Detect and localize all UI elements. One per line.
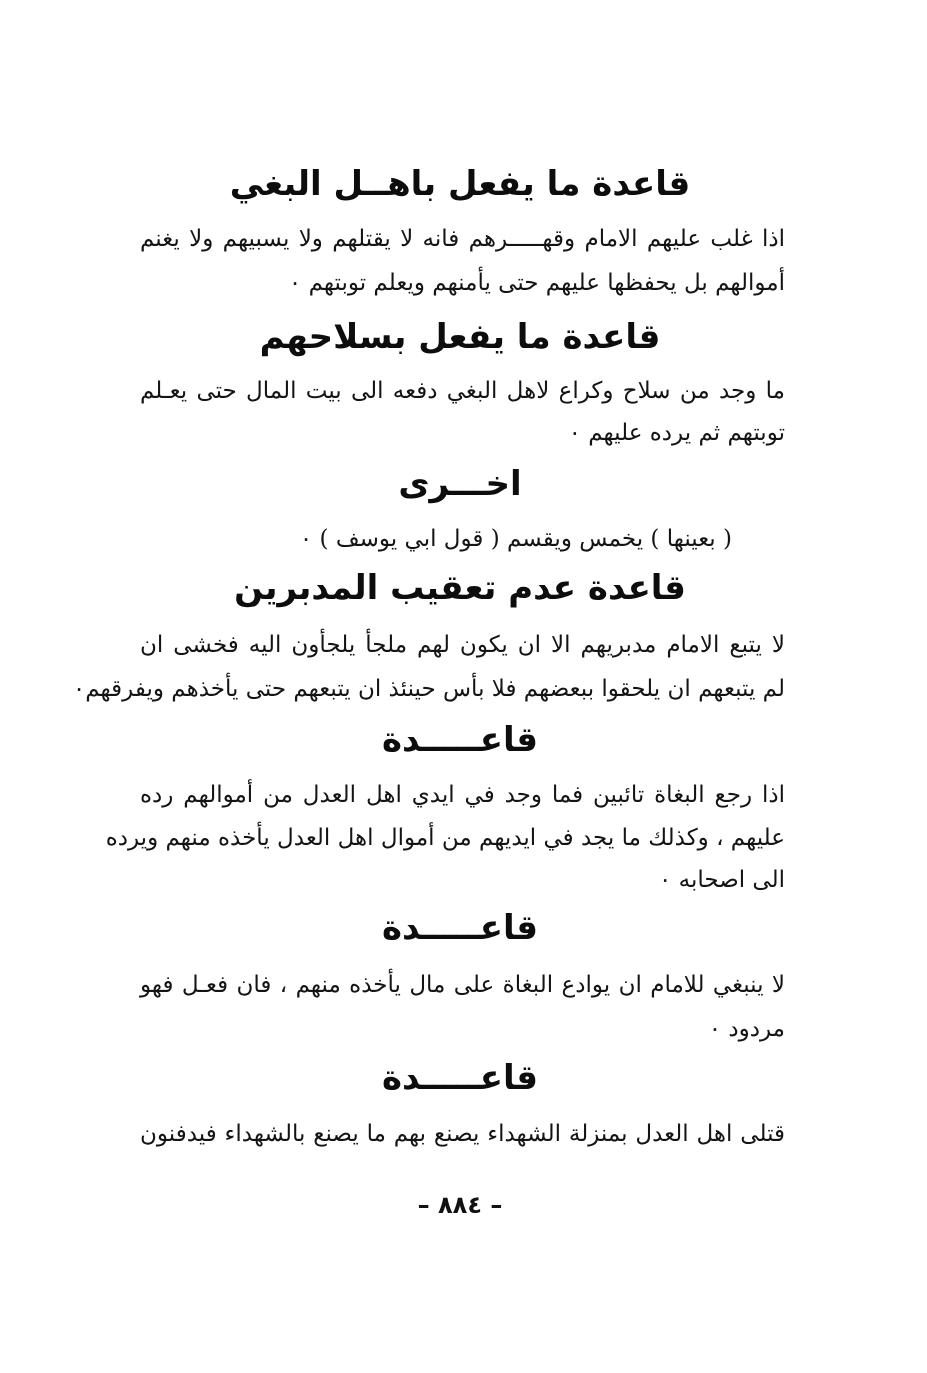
- section-heading-fleeing: قاعدة عدم تعقيب المدبرين: [234, 568, 686, 608]
- body-line: اذا غلب عليهم الامام وقهـــــرهم فانه لا يقتلهم ولا يسبيهم ولا يغنم: [140, 226, 785, 252]
- section-heading-rule: قاعـــــدة: [381, 908, 539, 948]
- body-line: الى اصحابه ٠: [658, 867, 785, 893]
- body-line: مردود ٠: [708, 1016, 785, 1042]
- body-line: أموالهم بل يحفظها عليهم حتى يأمنهم ويعلم توبتهم ٠: [288, 270, 785, 296]
- section-heading-rule: قاعـــــدة: [381, 720, 539, 760]
- body-line: اذا رجع البغاة تائبين فما وجد في ايدي اهل العدل من أموالهم رده: [140, 782, 785, 808]
- body-line: ( بعينها ) يخمس ويقسم ( قول ابي يوسف ) ٠: [299, 526, 732, 552]
- body-line: قتلى اهل العدل بمنزلة الشهداء يصنع بهم ما يصنع بالشهداء فيدفنون: [140, 1121, 785, 1147]
- body-line: لا ينبغي للامام ان يوادع البغاة على مال يأخذه منهم ، فان فعـل فهو: [140, 972, 785, 998]
- body-line: ما وجد من سلاح وكراع لاهل البغي دفعه الى بيت المال حتى يعـلم: [140, 378, 785, 404]
- body-line: عليهم ، وكذلك ما يجد في ايديهم من أموال اهل العدل يأخذه منهم ويرده: [105, 825, 785, 851]
- section-heading-other: اخـــرى: [398, 464, 522, 504]
- section-heading-rule: قاعـــــدة: [381, 1058, 539, 1098]
- section-heading-rebels-treatment: قاعدة ما يفعل باهــل البغي: [229, 164, 691, 204]
- section-heading-weapons: قاعدة ما يفعل بسلاحهم: [259, 317, 661, 357]
- body-line: لا يتبع الامام مدبريهم الا ان يكون لهم ملجأ يلجأون اليه فخشى ان: [140, 632, 785, 658]
- page-number: – ٨٨٤ –: [417, 1191, 503, 1219]
- body-line: توبتهم ثم يرده عليهم ٠: [568, 420, 785, 446]
- body-line: لم يتبعهم ان يلحقوا ببعضهم فلا بأس حينئذ ان يتبعهم حتى يأخذهم ويفرقهم٠: [72, 676, 785, 702]
